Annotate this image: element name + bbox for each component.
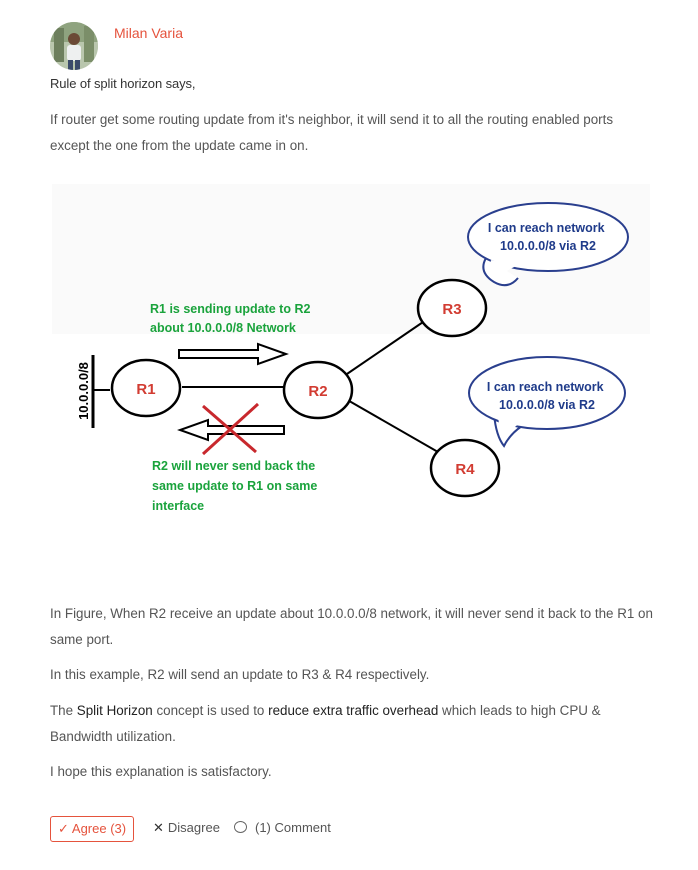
post-paragraph-2: In Figure, When R2 receive an update about 10.0.0.0/8 network, it will never send it back to the R1 on same port. bbox=[50, 606, 653, 647]
network-label: 10.0.0.0/8 bbox=[76, 362, 91, 420]
post-intro: Rule of split horizon says, bbox=[50, 76, 196, 91]
router-r4-label: R4 bbox=[455, 461, 475, 478]
never-send-note: R2 will never send back the same update to R1 on same interface bbox=[152, 459, 318, 513]
send-arrow-icon bbox=[179, 344, 286, 364]
speech-bubble-r4 bbox=[469, 357, 625, 446]
router-r4 bbox=[431, 440, 499, 496]
svg-text:I can reach network 10: I can reach network 10.0.0.0/8 via R2 bbox=[487, 221, 605, 253]
router-r1 bbox=[112, 360, 180, 416]
close-icon: ✕ bbox=[153, 820, 164, 835]
svg-text:I can reach network 10: I can reach network 10.0.0.0/8 via R2 bbox=[486, 380, 604, 412]
sending-note: R1 is sending update to R2 about 10.0.0.0/8 Network bbox=[150, 302, 311, 335]
router-r3 bbox=[418, 280, 486, 336]
author-name[interactable]: Milan Varia bbox=[114, 25, 183, 41]
link-r2-r4 bbox=[344, 398, 438, 452]
comment-label: (1) Comment bbox=[255, 820, 331, 835]
router-r1-label: R1 bbox=[136, 381, 156, 398]
post-paragraph-5: I hope this explanation is satisfactory. bbox=[50, 764, 272, 779]
network-diagram bbox=[48, 180, 654, 520]
avatar[interactable] bbox=[50, 22, 98, 70]
agree-button[interactable] bbox=[50, 816, 134, 842]
checkmark-icon: ✓ bbox=[58, 821, 69, 836]
split-horizon-figure bbox=[48, 180, 654, 520]
agree-label: Agree (3) bbox=[71, 821, 127, 836]
post-paragraph-4: The Split Horizon concept is used to reduce extra traffic overhead which leads to high CPU & Bandwidth utilization. bbox=[50, 703, 601, 744]
disagree-button[interactable] bbox=[153, 820, 220, 836]
router-r3-label: R3 bbox=[442, 301, 462, 318]
router-r2 bbox=[284, 362, 352, 418]
router-r2-label: R2 bbox=[308, 383, 328, 400]
disagree-label: Disagree bbox=[167, 820, 220, 835]
reduce-overhead-term: reduce extra traffic overhead bbox=[268, 703, 439, 718]
comment-button[interactable] bbox=[234, 820, 331, 835]
post-paragraph-3: In this example, R2 will send an update to R3 & R4 respectively. bbox=[50, 667, 430, 682]
split-horizon-term: Split Horizon bbox=[76, 703, 153, 718]
comment-icon bbox=[234, 821, 247, 833]
post-paragraph-1: If router get some routing update from it's neighbor, it will send it to all the routing enabled ports except the one from the update came in on. bbox=[50, 112, 614, 153]
